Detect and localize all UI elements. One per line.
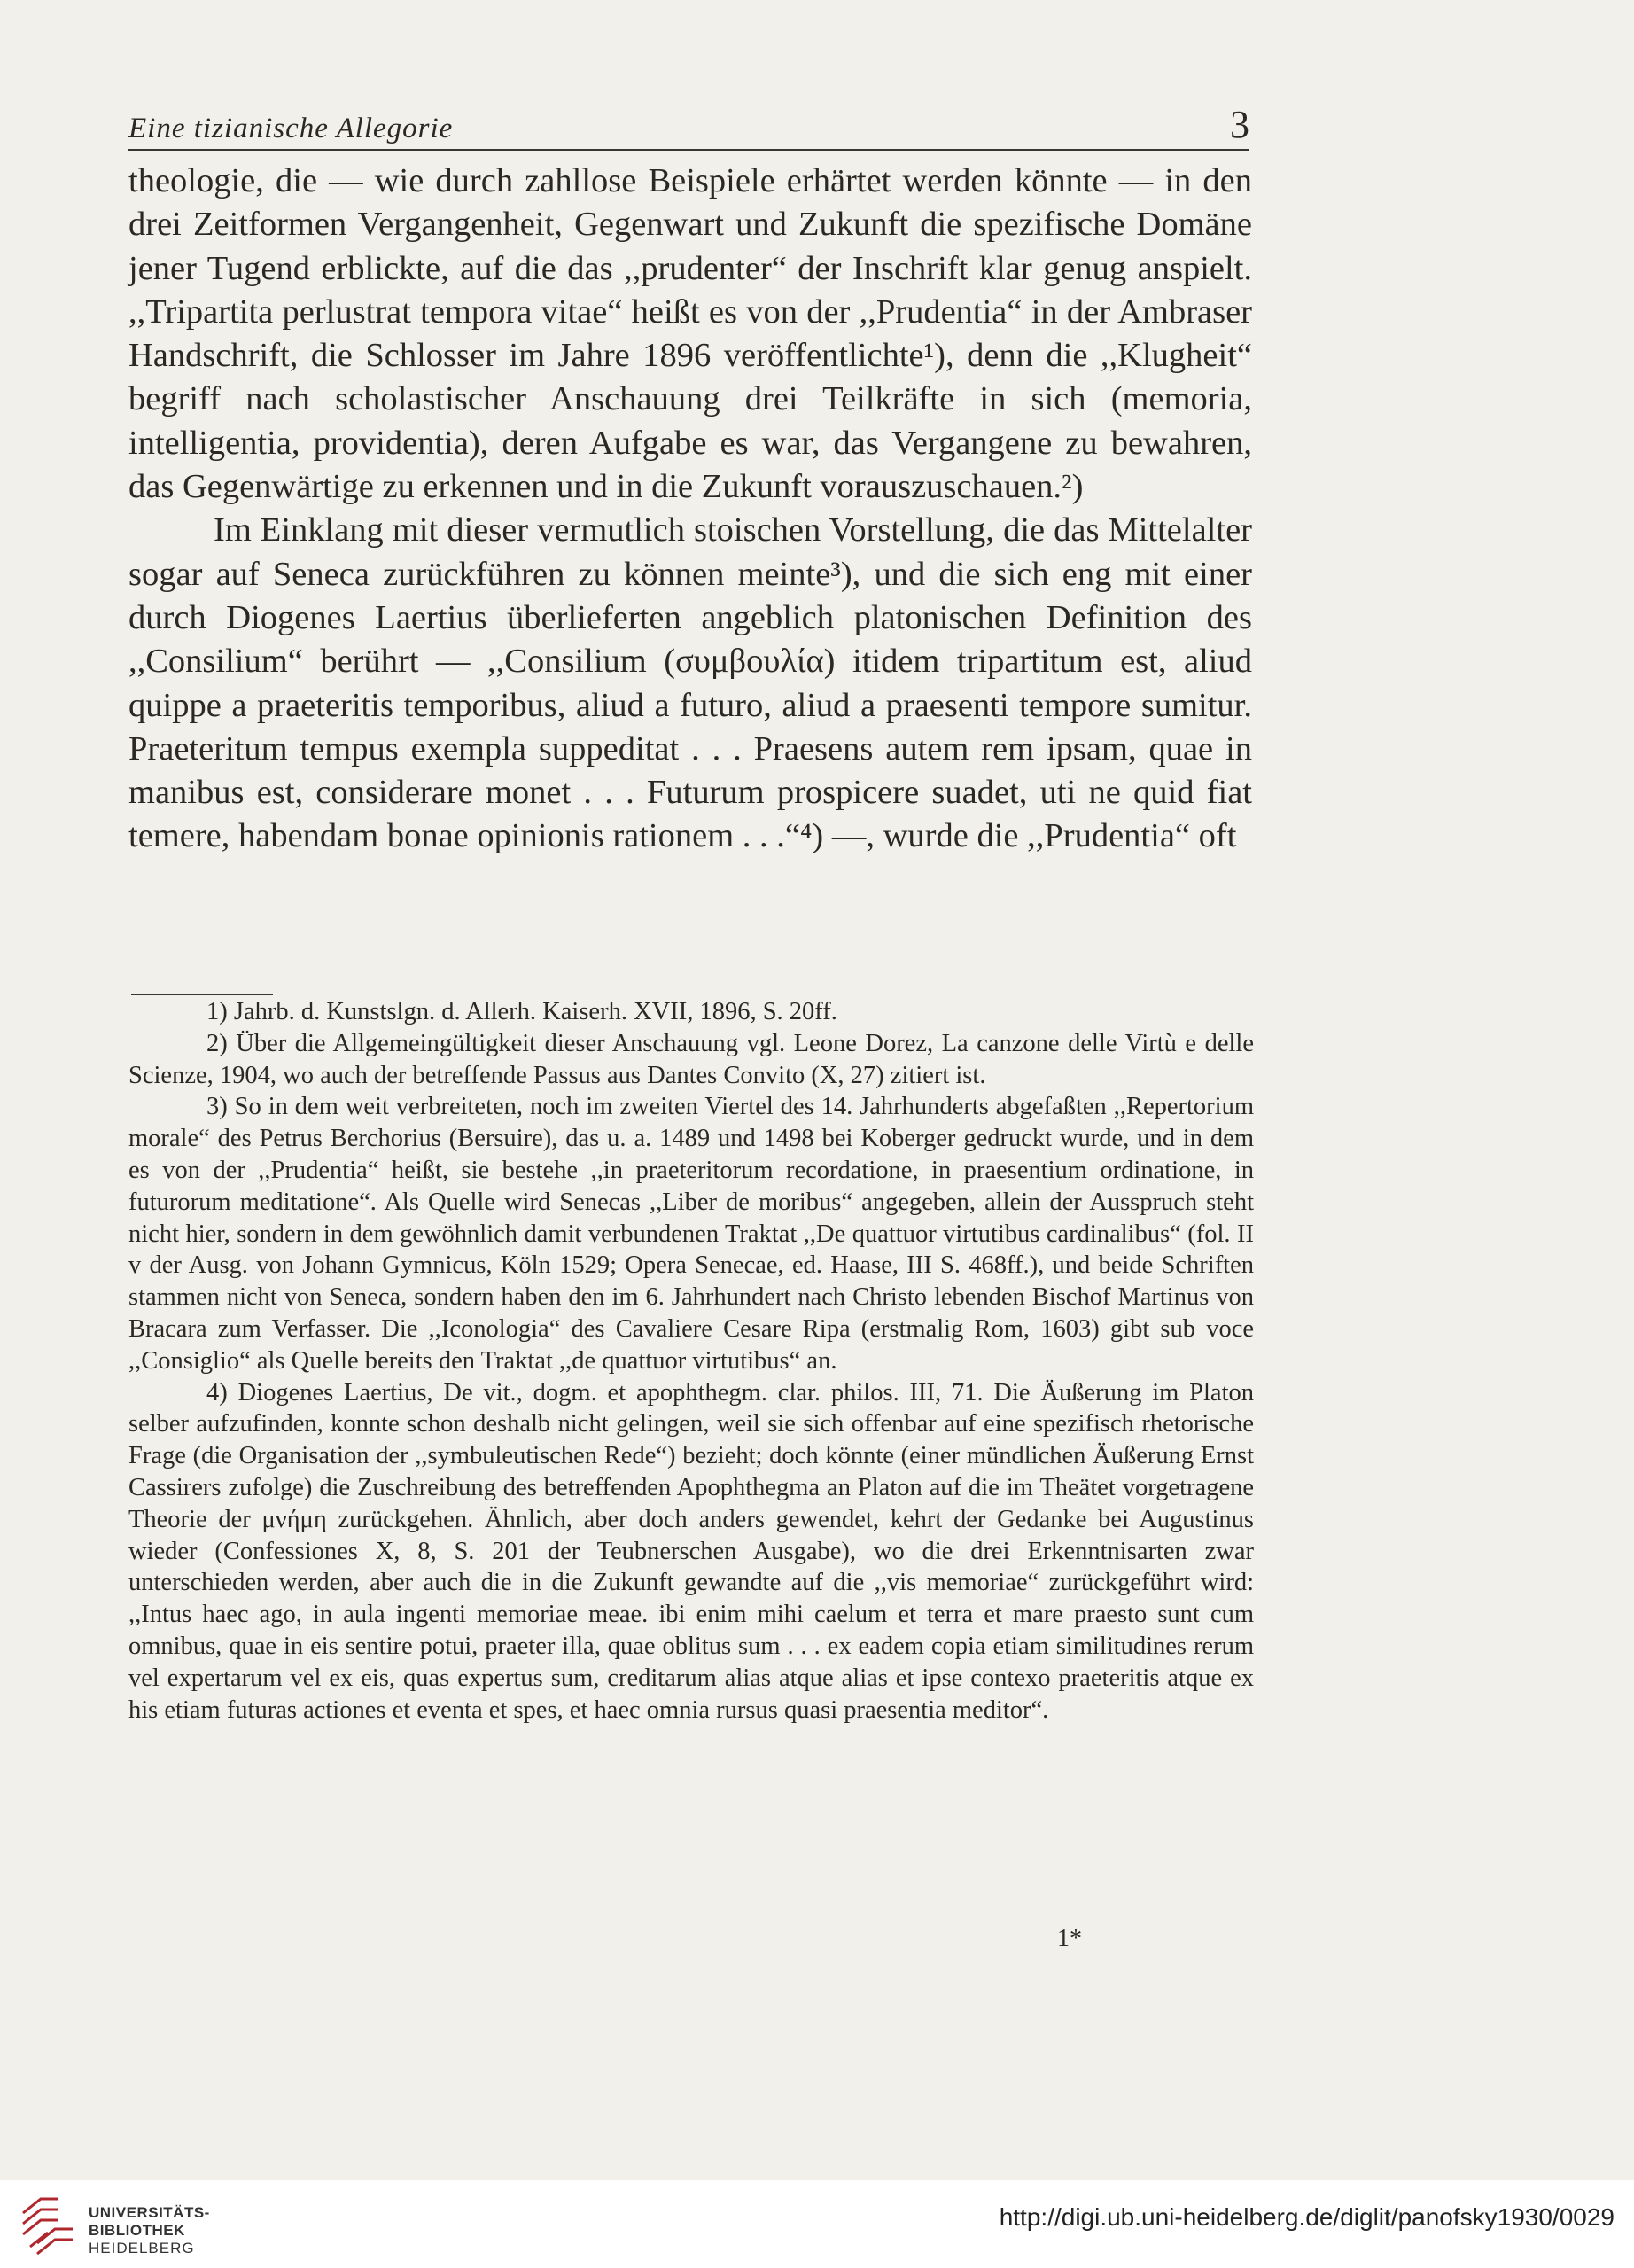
footnote: 1) Jahrb. d. Kunstslgn. d. Allerh. Kaiserh. XVII, 1896, S. 20ff. — [206, 998, 837, 1025]
library-footer — [0, 2180, 1634, 2268]
library-name-line: BIBLIOTHEK — [89, 2222, 185, 2239]
footnote: 3) So in dem weit verbreiteten, noch im zweiten Viertel des 14. Jahrhunderts abgefaßten ,,Repertorium morale“ des Petrus Berchorius (Bersuire), das u. a. 1489 und 1498 bei Koberger gedruckt wurde, und in dem es von der ,,Prudentia“ heißt, sie bestehe ,,in praeteritorum recordatione, in praesentium ordinatione, in futurorum meditatione“. Als Quelle wird Senecas ,,Liber de moribus“ angegeben, allein der Ausspruch steht nicht hier, sondern in dem gewöhnlich damit verbundenen Traktat ,,De quattuor virtutibus cardinalibus“ (fol. II v der Ausg. von Johann Gymnicus, Köln 1529; Opera Senecae, ed. Haase, III S. 468ff.), und beide Schriften stammen nicht von Seneca, sondern haben den im 6. Jahrhundert nach Christo lebenden Bischof Martinus von Bracara zum Verfasser. Die ,,Iconologia“ des Cavaliere Cesare Ripa (erstmalig Rom, 1603) gibt sub voce ,,Consiglio“ als Quelle bereits den Traktat ,,de quattuor virtutibus“ an. — [128, 1093, 1254, 1375]
paragraph: Im Einklang mit dieser vermutlich stoischen Vorstellung, die das Mittelalter sogar auf Seneca zurückführen zu können meinte³), und die sich eng mit einer durch Diogenes Laertius überlieferten angeblich platonischen Definition des ,,Consilium“ berührt — ,,Consilium (συμβουλία) itidem tripartitum est, aliud quippe a praeteritis temporibus, aliud a futuro, aliud a praesenti tempore sumitur. Praeteritum tempus exempla suppeditat . . . Praesens autem rem ipsam, quae in manibus est, considerare monet . . . Futurum prospicere suadet, uti ne quid fiat temere, habendam bonae opinionis rationem . . .“⁴) —, wurde die ,,Prudentia“ oft — [128, 511, 1252, 855]
running-header — [128, 105, 1249, 151]
library-name-line: UNIVERSITÄTS- — [89, 2204, 210, 2221]
footnote: 4) Diogenes Laertius, De vit., dogm. et apophthegm. clar. philos. III, 71. Die Äußerung im Platon selber aufzufinden, konnte schon deshalb nicht gelingen, weil sie sich offenbar auf eine spezifisch rhetorische Frage (die Organisation der ,,symbuleutischen Rede“) bezieht; doch könnte (einer mündlichen Äußerung Ernst Cassirers zufolge) die Zuschreibung des betreffenden Apophthegma an Platon auf die im Theätet vorgetragene Theorie der μνήμη zurückgehen. Ähnlich, aber doch anders gewendet, kehrt der Gedanke bei Augustinus wieder (Confessiones X, 8, S. 201 der Teubnerschen Ausgabe), wo die drei Erkenntnisarten zwar unterschieden werden, aber auch die in die Zukunft gewandte auf die ,,vis memoriae“ zurückgeführt wird: ,,Intus haec ago, in aula ingenti memoriae meae. ibi enim mihi caelum et terra et mare praesto sunt cum omnibus, quae in eis sentire potui, praeter illa, quae oblitus sum . . . ex eadem copia etiam similitudines rerum vel expertarum vel ex eis, quas expertus sum, creditarum alias atque alias et ipse contexo praeteritis atque ex his etiam futuras actiones et eventa et spes, et haec omnia rursus quasi praesentia meditor“. — [128, 1378, 1254, 1724]
footnote-rule — [131, 994, 273, 995]
library-logo-icon — [18, 2195, 78, 2257]
library-city: HEIDELBERG — [89, 2240, 195, 2256]
paragraph: theologie, die — wie durch zahllose Beispiele erhärtet werden könnte — in den drei Zeitformen Vergangenheit, Gegenwart und Zukunft die spezifische Domäne jener Tugend erblickte, auf die das ,,prudenter“ der Inschrift klar genug anspielt. ,,Tripartita perlustrat tempora vitae“ heißt es von der ,,Prudentia“ in der Ambraser Handschrift, die Schlosser im Jahre 1896 veröffentlichte¹), denn die ,,Klugheit“ begriff nach scholastischer Anschauung drei Teilkräfte in sich (memoria, intelligentia, providentia), deren Aufgabe es war, das Vergangene zu bewahren, das Gegenwärtige zu erkennen und in die Zukunft vorauszuschauen.²) — [128, 162, 1252, 506]
footnote: 2) Über die Allgemeingültigkeit dieser Anschauung vgl. Leone Dorez, La canzone delle Virtù e delle Scienze, 1904, wo auch der betreffende Passus aus Dantes Convito (X, 27) zitiert ist. — [128, 1029, 1254, 1089]
header-rule — [128, 149, 1249, 151]
main-text — [128, 160, 1252, 859]
permalink-url[interactable]: http://digi.ub.uni-heidelberg.de/diglit/panofsky1930/0029 — [999, 2203, 1615, 2231]
footnotes — [128, 996, 1254, 1726]
page-number: 3 — [1230, 103, 1249, 146]
signature-mark: 1* — [1057, 1925, 1082, 1952]
running-title: Eine tizianische Allegorie — [128, 113, 454, 144]
library-name — [89, 2204, 210, 2257]
